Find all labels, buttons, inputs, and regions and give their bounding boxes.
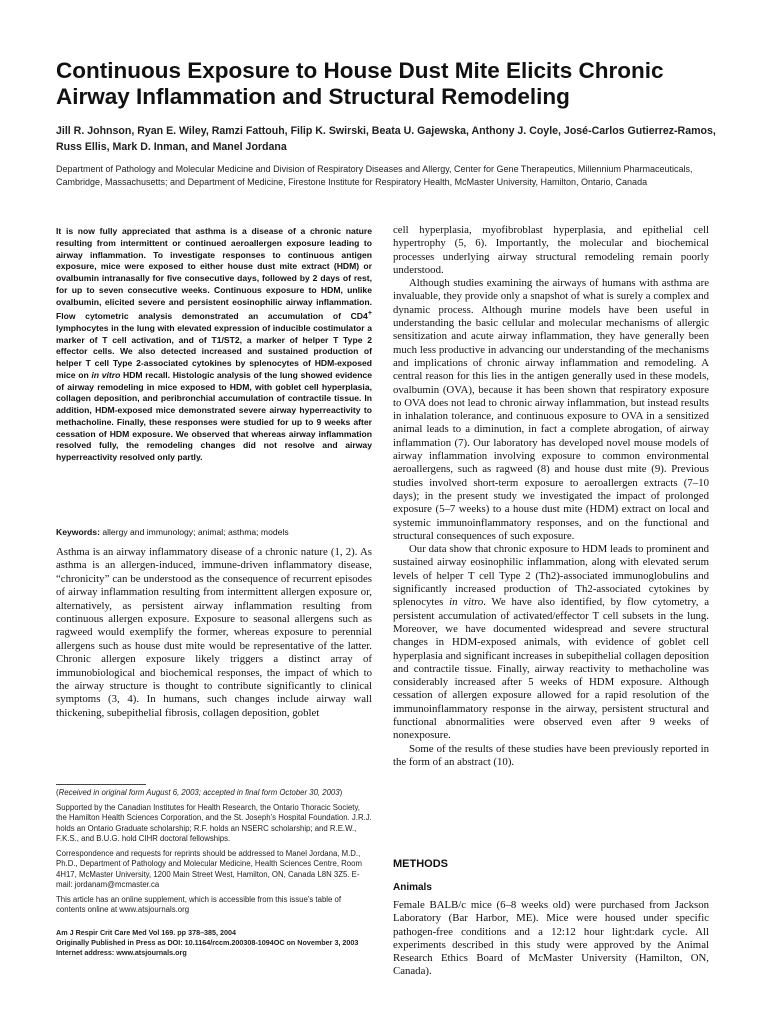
author-list: Jill R. Johnson, Ryan E. Wiley, Ramzi Fattouh, Filip K. Swirski, Beata U. Gajewska, Anthony J. Coyle, José-Carlos Gutierrez-Ramos, Russ Ellis, Mark D. Inman, and Manel Jordana (56, 125, 716, 153)
footnotes (56, 788, 372, 920)
doi-note: Originally Published in Press as DOI: 10.1164/rccm.200308-1094OC on November 3, 2003 (56, 938, 359, 947)
keywords-label: Keywords: (56, 527, 100, 537)
keywords (56, 526, 372, 538)
received-dates: Received in original form August 6, 2003; accepted in final form October 30, 2003 (58, 788, 340, 797)
body-paragraph-3 (393, 543, 709, 742)
abstract-text-2: lymphocytes in the lung with elevated expression of inducible costimulator a marker of T cell activation, and of T1/ST2, a marker of helper T Type 2 effector cells. We also detected increased and sustained production of helper T cell Type 2-associated cytokines by splenocytes of HDM-exposed mice on (56, 322, 372, 380)
affiliation: Department of Pathology and Molecular Medicine and Division of Respiratory Diseases and Allergy, Center for Gene Therapeutics, Millennium Pharmaceuticals, Cambridge, Massachusetts; and Department of Medicine, Firestone Institute for Respiratory Health, McMaster University, Hamilton, Ontario, Canada (56, 164, 693, 187)
animals-paragraph: Female BALB/c mice (6–8 weeks old) were purchased from Jackson Laboratory (Bar Harbor, ME). Mice were housed under specific pathogen-free conditions and a 12:12 hour light:dark cycle. All experiments described in this study were approved by the Animal Research Ethics Board of McMaster University (Hamilton, ON, Canada). (393, 899, 709, 978)
keywords-text: allergy and immunology; animal; asthma; models (99, 527, 289, 537)
received-close: ) (339, 788, 343, 797)
journal-info (56, 928, 372, 958)
animals-heading: Animals (393, 882, 432, 893)
supplement-note: This article has an online supplement, which is accessible from this issue’s table of contents online at www.atsjournals.org (56, 894, 342, 914)
abstract-text-3: HDM recall. Histologic analysis of the lung showed evidence of airway remodeling in mice exposed to HDM, with goblet cell hyperplasia, collagen deposition, and peribronchial accumulation of contractile tissue. In addition, HDM-exposed mice demonstrated severe airway hyperreactivity to methacholine. Finally, these responses were studied for up to 9 weeks after cessation of HDM exposure. We observed that whereas airway inflammation resolved fully, the remodeling changes did not resolve and airway hyperreactivity resolved only partly. (56, 369, 372, 463)
footnote-rule (56, 784, 146, 785)
right-column (393, 224, 709, 769)
correspondence-note: Correspondence and requests for reprints should be addressed to Manel Jordana, M.D., Ph.D., Department of Pathology and Molecular Medicine, Health Sciences Centre, Room 4H17, McMaster University, 1200 Main Street West, Hamilton, ON, Canada L8N 3Z5. E-mail: jordanam@mcmaster.ca (56, 848, 362, 889)
internet-address: Internet address: www.atsjournals.org (56, 948, 187, 957)
article-title: Continuous Exposure to House Dust Mite Elicits Chronic Airway Inflammation and Structural Remodeling (56, 58, 664, 109)
received-open: ( (56, 788, 59, 797)
abstract-text-1: It is now fully appreciated that asthma is a disease of a chronic nature resulting from intermittent or continued aeroallergen exposure leading to airway inflammation. To investigate responses to continuous antigen exposure, mice were exposed to either house dust mite extract (HDM) or ovalbumin intranasally for five consecutive days, followed by 2 days of rest, for up to seven consecutive weeks. Continuous exposure to HDM, unlike ovalbumin, elicited severe and persistent eosinophilic airway inflammation. Flow cytometric analysis demonstrated an accumulation of CD4 (56, 226, 372, 322)
methods-heading: METHODS (393, 858, 448, 870)
abstract (56, 226, 372, 464)
body-paragraph-4: Some of the results of these studies have been previously reported in the form of an abstract (10). (393, 742, 709, 768)
intro-paragraph: Asthma is an airway inflammatory disease of a chronic nature (1, 2). As asthma is an allergen-induced, immune-driven inflammatory disease, “chronicity” can be understood as the consequence of recurrent episodes of airway inflammation resulting from intermittent allergen exposure or, alternatively, as persistent airway inflammation resulting from continuous allergen exposure. Exposure to seasonal allergens such as ragweed would exemplify the former, whereas exposure to perennial allergens such as house dust mite would be representative of the latter. Chronic allergen exposure likely triggers a distinct array of immunobiological and biochemical responses, the impact of which to the airway structure is thought to contribute significantly to clinical symptoms (3, 4). In humans, such changes include airway wall thickening, subepithelial fibrosis, collagen deposition, goblet (56, 546, 372, 719)
body-paragraph-3b: . We have also identified, by flow cytometry, a persistent accumulation of activated/effector T cell subsets in the lung. Moreover, we have documented widespread and severe structural changes in HDM-exposed animals, with evidence of goblet cell hyperplasia and significant increases in subepithelial collagen deposition and contractile tissue. Finally, airway reactivity to methacholine was considerably increased after 5 weeks of HDM exposure. Although cessation of allergen exposure allowed for a rapid resolution of the immunoinflammatory response in the airway, persistent structural and functional abnormalities were observed even after 9 weeks of nonexposure. (393, 596, 709, 742)
body-paragraph-3-italic: in vitro (449, 596, 484, 609)
abstract-superscript: + (367, 309, 372, 318)
support-note: Supported by the Canadian Institutes for Health Research, the Ontario Thoracic Society, the Hamilton Health Sciences Corporation, and the St. Joseph’s Hospital Foundation. J.R.J. holds an Ontario Graduate scholarship; R.F. holds an NSERC scholarship; and R.E.W., F.K.S., and B.U.G. hold CIHR doctoral fellowships. (56, 802, 372, 843)
abstract-italic: in vitro (91, 369, 121, 380)
body-paragraph-2: Although studies examining the airways of humans with asthma are invaluable, they provide only a snapshot of what is surely a complex and dynamic process. Although murine models have been useful in understanding the basic cellular and molecular mechanisms of allergic sensitization and acute airway inflammation, they have generally been much less productive in advancing our understanding of the mechanisms and implications of chronic airway inflammation and remodeling. A central reason for this lies in the antigen generally used in these models, ovalbumin (OVA), because it has been shown that respiratory exposure to OVA does not lead to chronic airway inflammation, but instead results in inhalation tolerance, and continuous exposure to OVA in a sensitized animal leads to a diminution, in fact a complete abrogation, of airway inflammation (7). Our laboratory has developed novel mouse models of airway inflammation involving exposure to common environmental aeroallergens, such as ragweed (8) and house dust mite (9). Previous studies involved short-term exposure to aeroallergen extracts (7–10 days); in the present study we investigated the impact of prolonged exposure (5–7 weeks) to a house dust mite (HDM) extract on local and systemic immunoinflammatory responses, and on the functional and structural consequences of such exposure. (393, 277, 709, 542)
journal-citation: Am J Respir Crit Care Med Vol 169. pp 378–385, 2004 (56, 928, 237, 937)
received-note (56, 788, 372, 799)
body-paragraph-3a: Our data show that chronic exposure to HDM leads to prominent and sustained airway eosinophilic inflammation, along with elevated serum levels of helper T cell Type 2 (Th2)-associated immunoglobulins and significantly increased production of Th2-associated cytokines by splenocytes (393, 543, 709, 609)
body-paragraph-1: cell hyperplasia, myofibroblast hyperplasia, and epithelial cell hypertrophy (5, 6). Importantly, the molecular and biochemical processes underlying airway structural remodeling remain poorly understood. (393, 224, 709, 276)
